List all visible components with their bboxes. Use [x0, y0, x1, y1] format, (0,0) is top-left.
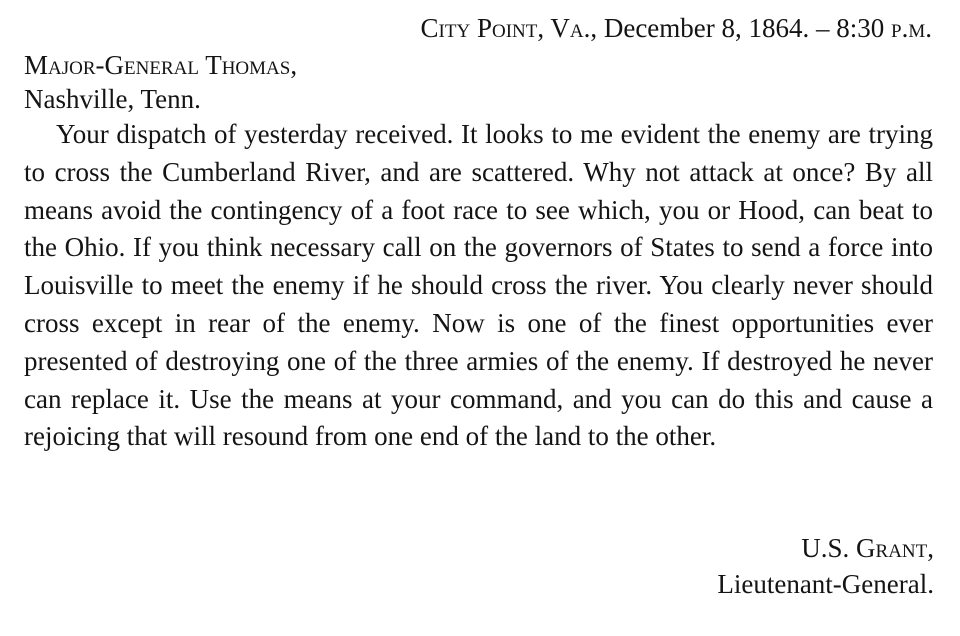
dispatch-date: December 8, 1864. – 8:30	[603, 13, 885, 43]
addressee-block	[24, 48, 297, 116]
signature-block	[717, 530, 934, 602]
signature-name: U.S. Grant,	[801, 533, 934, 563]
dispatch-place: City Point, Va.,	[420, 13, 598, 43]
addressee-location: Nashville, Tenn.	[24, 84, 201, 114]
addressee-name: Major-General Thomas,	[24, 50, 298, 80]
dispatch-time-suffix: p.m.	[891, 13, 932, 43]
dispatch-body: Your dispatch of yesterday received. It looks to me evident the enemy are trying to cross the Cumberland River, and are scattered. Why not attack at once? By all means avoid the contingency of a foot race to see which, you or Hood, can beat to the Ohio. If you think necessary call on the governors of States to send a force into Louisville to meet the enemy if he should cross the river. You clearly never should cross except in rear of the enemy. Now is one of the finest opportunities ever presented of destroying one of the three armies of the enemy. If destroyed he never can replace it. Use the means at your command, and you can do this and cause a rejoicing that will resound from one end of the land to the other.	[24, 119, 933, 452]
dispatch-heading	[421, 10, 932, 46]
signature-title: Lieutenant-General.	[717, 569, 934, 599]
